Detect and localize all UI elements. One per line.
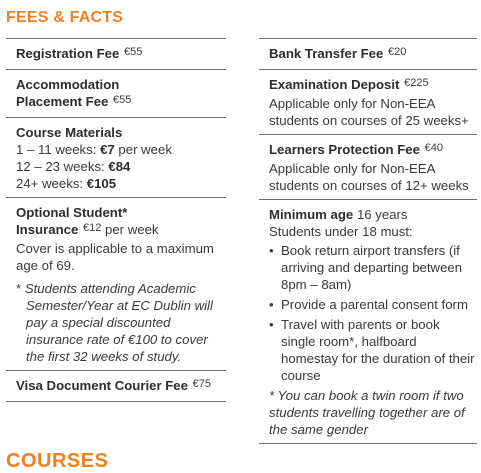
registration-fee-label: Registration Fee: [16, 46, 120, 61]
visa-courier-fee: [6, 370, 226, 402]
visa-fee-price: €75: [192, 378, 212, 390]
left-column: [6, 38, 226, 402]
course-materials-row: [16, 158, 226, 175]
accommodation-fee-label-1: Accommodation: [16, 77, 120, 92]
insurance-label-1: Optional Student*: [16, 205, 128, 220]
bank-fee-price: €20: [388, 46, 407, 58]
exam-deposit-description: Applicable only for Non-EEA students on courses of 25 weeks+: [269, 96, 469, 128]
materials-price: €105: [86, 176, 117, 191]
insurance-price-suffix: per week: [105, 222, 159, 237]
materials-range: 1 – 11 weeks:: [16, 142, 97, 157]
insurance-description: Cover is applicable to a maximum age of 69.: [16, 241, 214, 273]
insurance-note-star: *: [16, 281, 22, 296]
visa-fee-label: Visa Document Courier Fee: [16, 378, 188, 393]
materials-suffix: per week: [118, 142, 172, 157]
list-item: • Book return airport transfers (if arriving and departing between 8pm – 8am): [281, 242, 477, 293]
accommodation-fee-price: €55: [113, 94, 132, 106]
materials-price: €7: [100, 142, 115, 157]
course-materials-row: [16, 141, 226, 158]
learners-fee-price: €40: [424, 142, 444, 154]
list-item: • Travel with parents or book single room*, halfboard homestay for the duration of their course: [281, 316, 477, 384]
registration-fee-price: €55: [124, 46, 143, 58]
learners-fee-label: Learners Protection Fee: [269, 142, 420, 157]
twin-room-footnote: * You can book a twin room if two students travelling together are of the same gender: [269, 388, 465, 437]
section-heading-fees-facts: FEES & FACTS: [6, 9, 124, 26]
insurance-note: [16, 280, 226, 365]
minimum-age-label: Minimum age: [269, 207, 354, 222]
materials-price: €84: [108, 159, 131, 174]
learners-protection-fee: [259, 134, 477, 199]
accommodation-fee: [6, 69, 226, 117]
examination-deposit: [259, 69, 477, 134]
materials-range: 24+ weeks:: [16, 176, 84, 191]
section-heading-courses: COURSES: [6, 450, 109, 472]
exam-deposit-label: Examination Deposit: [269, 77, 400, 92]
learners-fee-description: Applicable only for Non-EEA students on courses of 12+ weeks: [269, 161, 469, 193]
insurance-label-2: Insurance: [16, 222, 79, 237]
course-materials: [6, 117, 226, 197]
course-materials-row: [16, 175, 226, 192]
minimum-age-intro: Students under 18 must:: [269, 224, 413, 239]
materials-range: 12 – 23 weeks:: [16, 159, 105, 174]
exam-deposit-price: €225: [404, 77, 429, 89]
right-column: [259, 38, 477, 444]
list-item: • Provide a parental consent form: [281, 296, 477, 313]
minimum-age-list: [269, 242, 477, 384]
insurance-price: €12: [82, 222, 102, 234]
minimum-age: [259, 199, 477, 444]
optional-insurance: [6, 197, 226, 370]
minimum-age-value: 16 years: [356, 207, 408, 222]
course-materials-label: Course Materials: [16, 125, 123, 140]
insurance-note-text: Students attending Academic Semester/Year at EC Dublin will pay a special discounted insurance rate of €100 to cover the first 32 weeks of study.: [24, 281, 213, 364]
bank-fee-label: Bank Transfer Fee: [269, 46, 384, 61]
bank-transfer-fee: [259, 38, 477, 69]
accommodation-fee-label-2: Placement Fee: [16, 94, 109, 109]
registration-fee: [6, 38, 226, 69]
